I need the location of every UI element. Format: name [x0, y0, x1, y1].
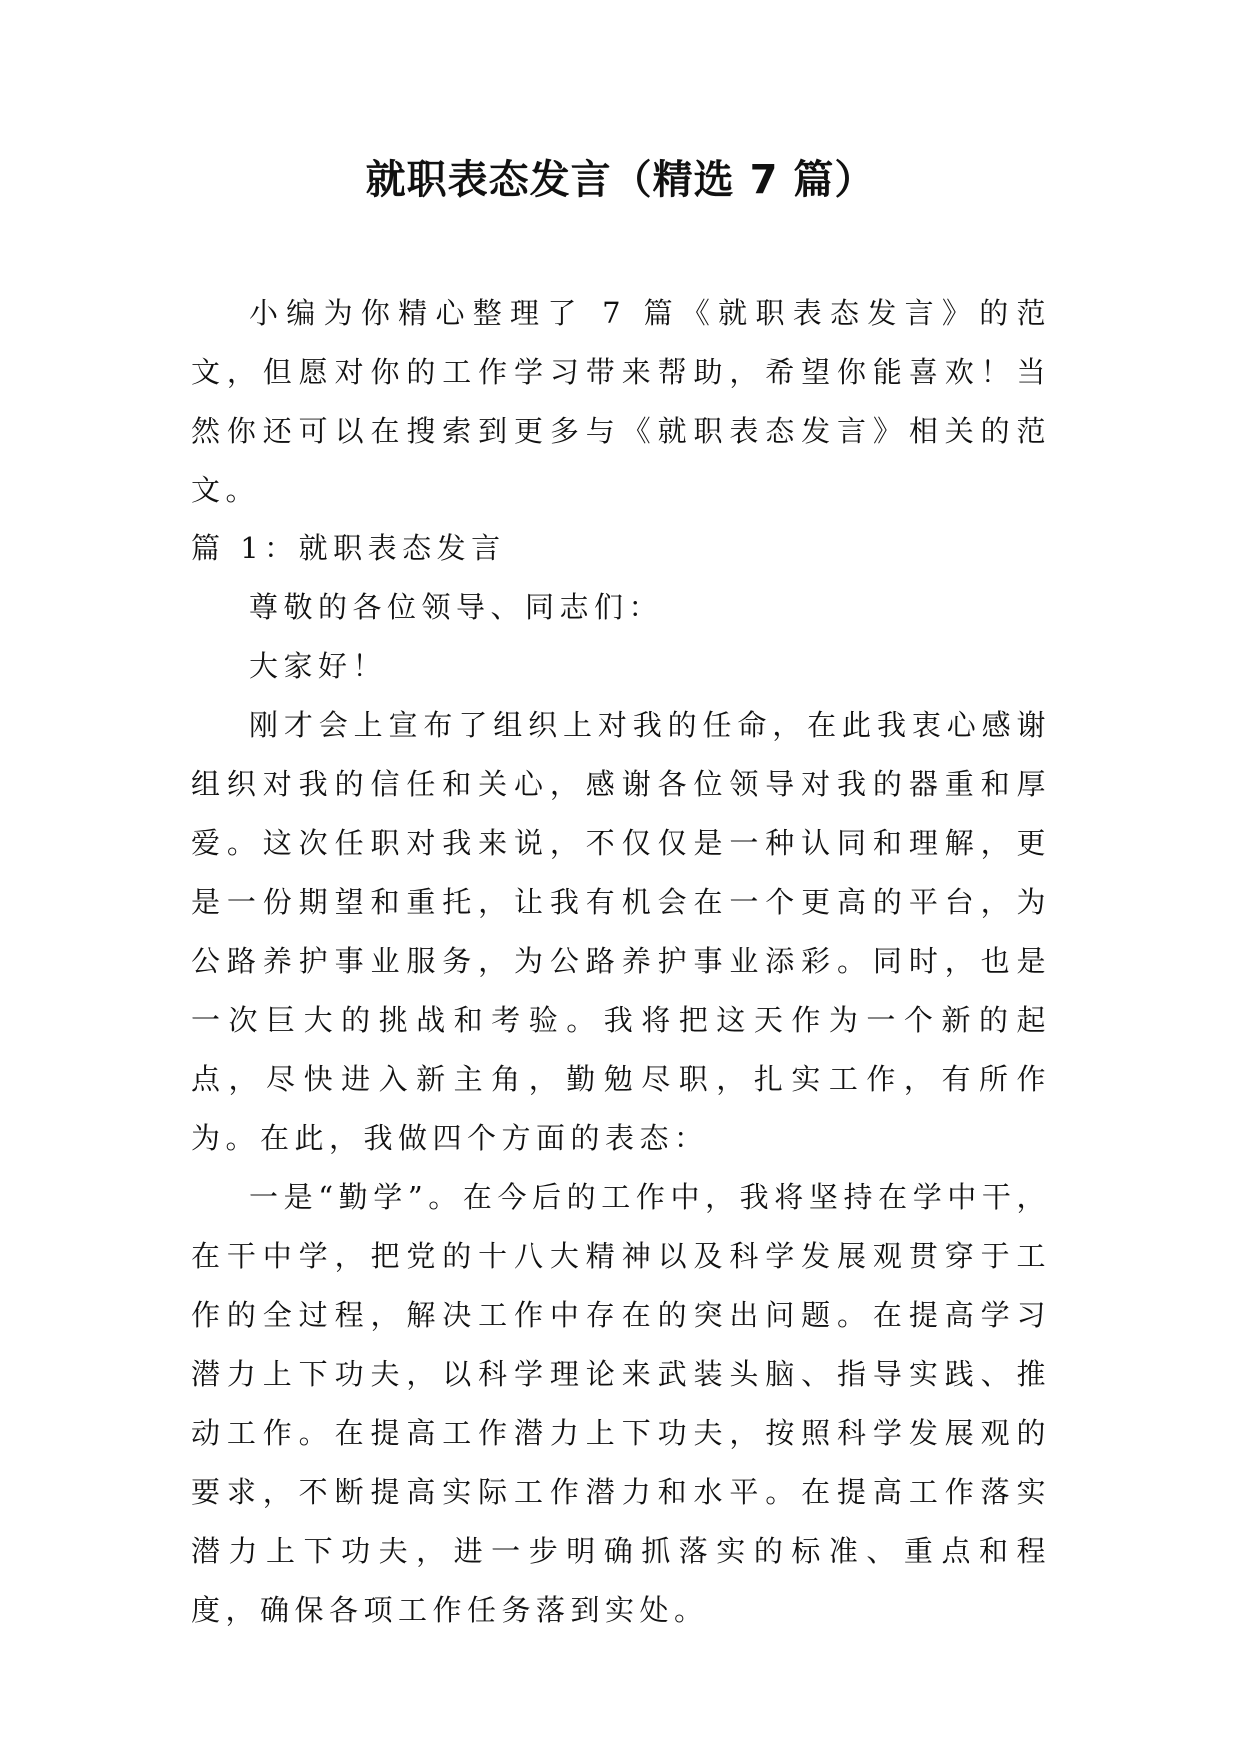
intro-block [191, 284, 1051, 520]
body-paragraph-2: 一是“勤学”。在今后的工作中，我将坚持在学中干，在干中学，把党的十八大精神以及科学发展观贯穿于工作的全过程，解决工作中存在的突出问题。在提高学习潜力上下功夫，以科学理论来武装头脑、指导实践、推动工作。在提高工作潜力上下功夫，按照科学发展观的要求，不断提高实际工作潜力和水平。在提高工作落实潜力上下功夫，进一步明确抓落实的标准、重点和程度，确保各项工作任务落到实处。 [191, 1180, 1051, 1627]
salutation: 尊敬的各位领导、同志们： [249, 590, 664, 624]
section-heading: 篇 1：就职表态发言 [191, 531, 506, 565]
intro-paragraph: 小编为你精心整理了 7 篇《就职表态发言》的范文，但愿对你的工作学习带来帮助，希望你能喜欢！当然你还可以在搜索到更多与《就职表态发言》相关的范文。 [191, 296, 1051, 507]
greeting: 大家好！ [249, 649, 388, 683]
body-paragraph-1: 刚才会上宣布了组织上对我的任命，在此我衷心感谢组织对我的信任和关心，感谢各位领导对我的器重和厚爱。这次任职对我来说，不仅仅是一种认同和理解，更是一份期望和重托，让我有机会在一个更高的平台，为公路养护事业服务，为公路养护事业添彩。同时，也是一次巨大的挑战和考验。我将把这天作为一个新的起点，尽快进入新主角，勤勉尽职，扎实工作，有所作为。在此，我做四个方面的表态： [191, 708, 1051, 1155]
document-title: 就职表态发言（精选 7 篇） [365, 157, 876, 203]
section-1 [191, 519, 1051, 1640]
